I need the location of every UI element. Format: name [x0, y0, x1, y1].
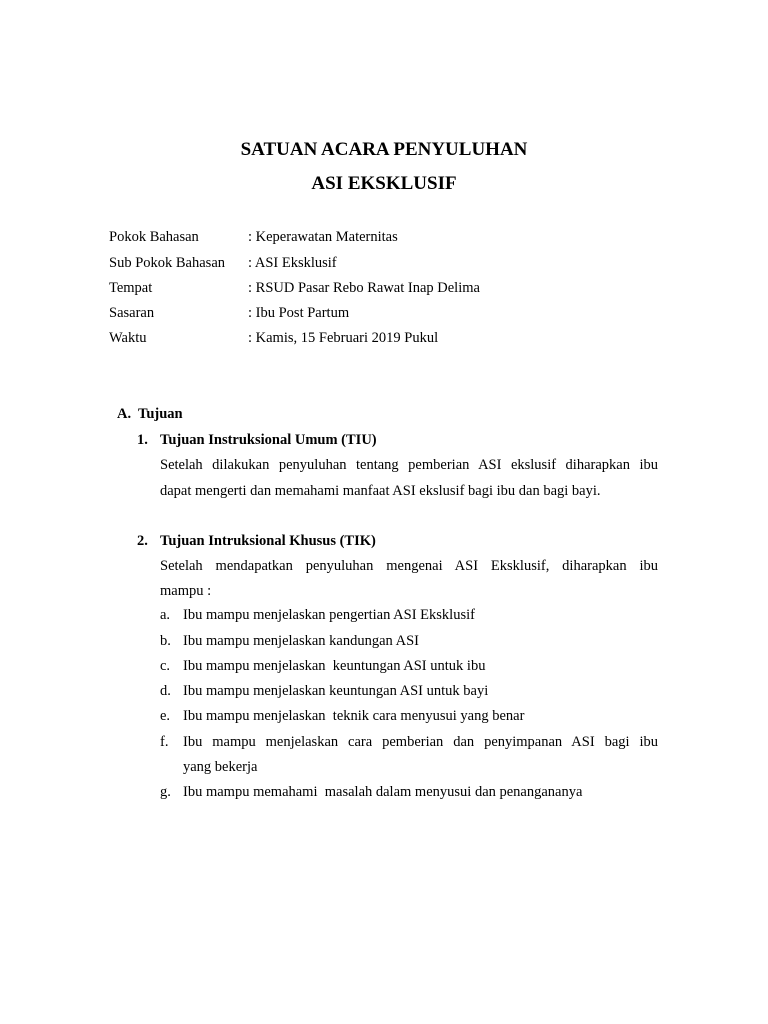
- list-item-text: Ibu mampu menjelaskan teknik cara menyusui yang benar: [183, 708, 525, 724]
- list-item-letter: g.: [160, 784, 171, 800]
- section-a-marker: A.: [117, 406, 132, 422]
- list-item-letter: c.: [160, 658, 171, 674]
- meta-label: Waktu: [109, 330, 147, 346]
- list-item: [160, 607, 658, 627]
- list-item: [160, 734, 658, 754]
- list-item-continuation: yang bekerja: [183, 759, 258, 775]
- list-item-letter: b.: [160, 633, 171, 649]
- list-item: [160, 784, 658, 804]
- meta-row-tempat: [109, 280, 669, 300]
- meta-value: : ASI Eksklusif: [248, 255, 337, 271]
- meta-label: Tempat: [109, 280, 153, 296]
- list-item-text: Ibu mampu memahami masalah dalam menyusui dan penangananya: [183, 784, 583, 800]
- meta-label: Sasaran: [109, 305, 155, 321]
- list-item-text: Ibu mampu menjelaskan keuntungan ASI untuk bayi: [183, 683, 489, 699]
- tik-heading: Tujuan Intruksional Khusus (TIK): [160, 533, 376, 549]
- meta-value: : Keperawatan Maternitas: [248, 229, 398, 245]
- meta-row-waktu: [109, 330, 669, 350]
- tiu-paragraph-line: Setelah dilakukan penyuluhan tentang pemberian ASI ekslusif diharapkan ibu: [160, 457, 658, 473]
- list-item-letter: d.: [160, 683, 171, 699]
- meta-row-sub-pokok-bahasan: [109, 255, 669, 275]
- tiu-heading: Tujuan Instruksional Umum (TIU): [160, 432, 377, 448]
- meta-value: : Ibu Post Partum: [248, 305, 350, 321]
- list-item-text: Ibu mampu menjelaskan pengertian ASI Eksklusif: [183, 607, 475, 623]
- section-a-heading: Tujuan: [138, 406, 183, 422]
- list-item-letter: e.: [160, 708, 171, 724]
- meta-label: Sub Pokok Bahasan: [109, 255, 225, 271]
- meta-row-pokok-bahasan: [109, 229, 669, 249]
- tiu-paragraph-line: dapat mengerti dan memahami manfaat ASI ekslusif bagi ibu dan bagi bayi.: [160, 483, 601, 499]
- list-item: [160, 658, 658, 678]
- tik-number: 2.: [137, 533, 148, 549]
- tiu-number: 1.: [137, 432, 148, 448]
- list-item-letter: f.: [160, 734, 169, 750]
- list-item-text: Ibu mampu menjelaskan kandungan ASI: [183, 633, 419, 649]
- list-item: [160, 683, 658, 703]
- meta-value: : RSUD Pasar Rebo Rawat Inap Delima: [248, 280, 480, 296]
- tik-intro-line: Setelah mendapatkan penyuluhan mengenai ASI Eksklusif, diharapkan ibu: [160, 558, 658, 574]
- meta-row-sasaran: [109, 305, 669, 325]
- meta-label: Pokok Bahasan: [109, 229, 199, 245]
- list-item-text: Ibu mampu menjelaskan keuntungan ASI untuk ibu: [183, 658, 486, 674]
- document-title: SATUAN ACARA PENYULUHAN: [240, 139, 528, 160]
- tik-intro-line: mampu :: [160, 583, 212, 599]
- list-item: [160, 708, 658, 728]
- list-item: [160, 633, 658, 653]
- meta-value: : Kamis, 15 Februari 2019 Pukul: [248, 330, 439, 346]
- document-subtitle: ASI EKSKLUSIF: [311, 173, 457, 194]
- list-item-letter: a.: [160, 607, 171, 623]
- list-item-text: Ibu mampu menjelaskan cara pemberian dan penyimpanan ASI bagi ibu: [183, 734, 658, 750]
